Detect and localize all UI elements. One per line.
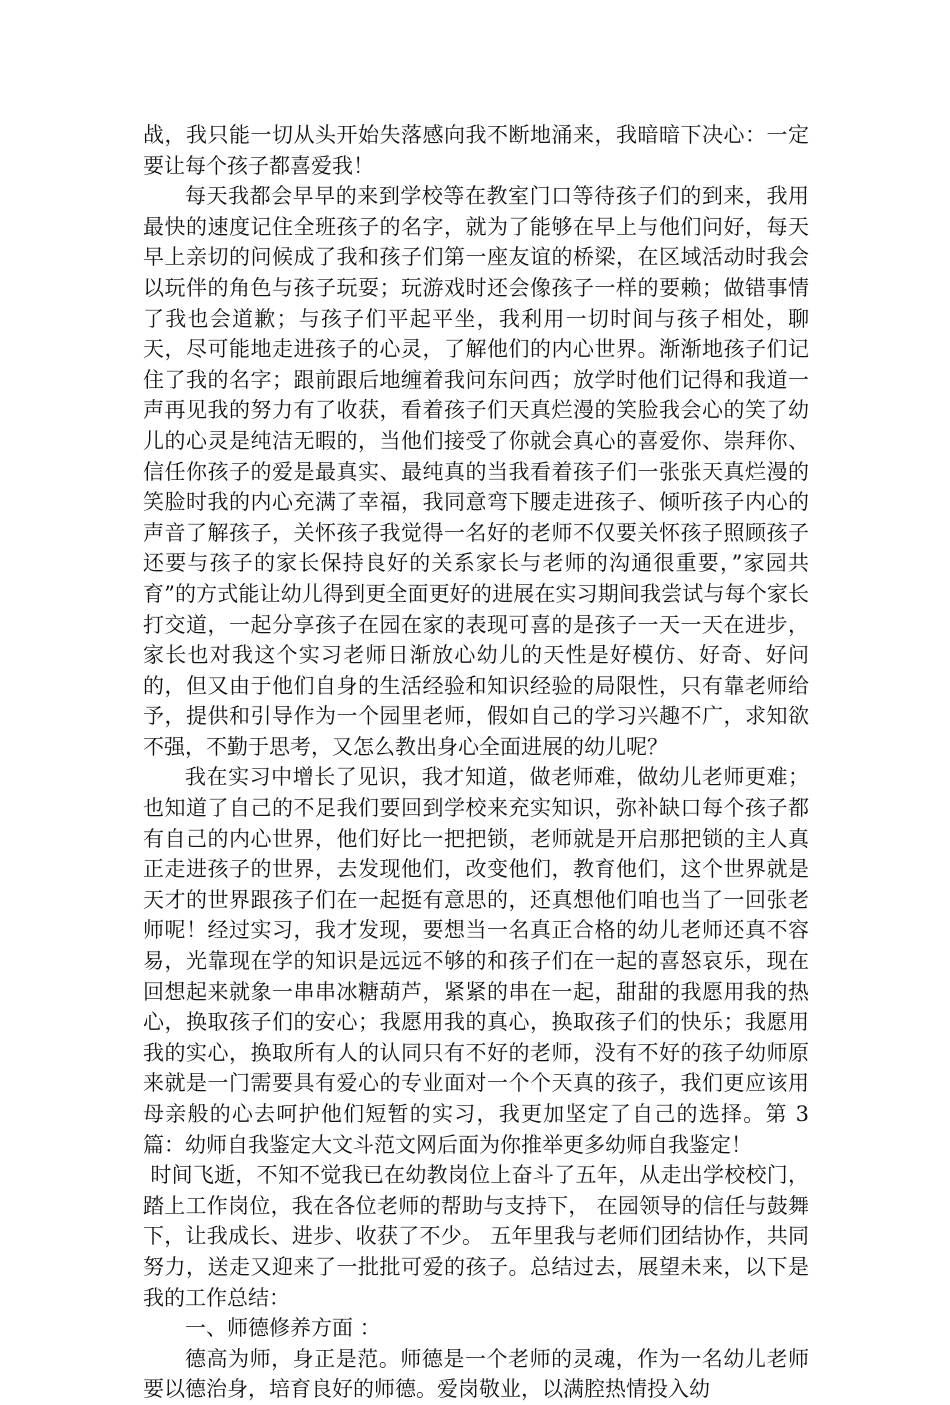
paragraph-ethics: 德高为师，身正是范。师德是一个老师的灵魂，作为一名幼儿老师要以德治身，培育良好的师德。爱岗敬业，以满腔热情投入幼 [143, 1346, 809, 1402]
paragraph-five-years-summary: 时间飞逝，不知不觉我已在幼教岗位上奋斗了五年，从走出学校校门，踏上工作岗位，我在各位老师的帮助与支持下， 在园领导的信任与鼓舞下，让我成长、进步、收获了不少。 五年里我与老师们团结协作，共同努力，送走又迎来了一批批可爱的孩子。总结过去，展望未来，以下是我的工作总结： [143, 1163, 809, 1310]
paragraph-continuation: 战，我只能一切从头开始失落感向我不断地涌来，我暗暗下决心：一定要让每个孩子都喜爱我！ [143, 123, 809, 178]
section-heading-ethics: 一、师德修养方面 ： [185, 1316, 381, 1341]
document-body [143, 120, 809, 1405]
paragraph-internship-gains: 我在实习中增长了见识，我才知道，做老师难，做幼儿老师更难；也知道了自己的不足我们要回到学校来充实知识，弥补缺口每个孩子都有自己的内心世界，他们好比一把把锁，老师就是开启那把锁的主人真正走进孩子的世界，去发现他们，改变他们，教育他们，这个世界就是天才的世界跟孩子们在一起挺有意思的，还真想他们咱也当了一回张老师呢！经过实习，我才发现，要想当一名真正合格的幼儿老师还真不容易，光靠现在学的知识是远远不够的和孩子们在一起的喜怒哀乐，现在回想起来就象一串串冰糖葫芦，紧紧的串在一起，甜甜的我愿用我的热心，换取孩子们的安心；我愿用我的真心，换取孩子们的快乐；我愿用我的实心，换取所有人的认同只有不好的老师，没有不好的孩子幼师原来就是一门需要具有爱心的专业面对一个个天真的孩子，我们更应该用母亲般的心去呵护他们短暂的实习，我更加坚定了自己的选择。第 3 篇：幼师自我鉴定大文斗范文网后面为你推举更多幼师自我鉴定！ [143, 765, 809, 1157]
paragraph-daily-routine: 每天我都会早早的来到学校等在教室门口等待孩子们的到来，我用最快的速度记住全班孩子的名字，就为了能够在早上与他们问好，每天早上亲切的问候成了我和孩子们第一座友谊的桥梁，在区域活动时我会以玩伴的角色与孩子玩耍；玩游戏时还会像孩子一样的要赖；做错事情了我也会道歉；与孩子们平起平坐，我利用一切时间与孩子相处，聊天，尽可能地走进孩子的心灵，了解他们的内心世界。渐渐地孩子们记住了我的名字；跟前跟后地缠着我问东问西；放学时他们记得和我道一声再见我的努力有了收获，看着孩子们天真烂漫的笑脸我会心的笑了幼儿的心灵是纯洁无暇的，当他们接受了你就会真心的喜爱你、崇拜你、信任你孩子的爱是最真实、最纯真的当我看着孩子们一张张天真烂漫的笑脸时我的内心充满了幸福，我同意弯下腰走进孩子、倾听孩子内心的声音了解孩子，关怀孩子我觉得一名好的老师不仅要关怀孩子照顾孩子还要与孩子的家长保持良好的关系家长与老师的沟通很重要，”家园共育”的方式能让幼儿得到更全面更好的进展在实习期间我尝试与每个家长打交道，一起分享孩子在园在家的表现可喜的是孩子一天一天在进步，家长也对我这个实习老师日渐放心幼儿的天性是好模仿、好奇、好问的，但又由于他们自身的生活经验和知识经验的局限性，只有靠老师给予，提供和引导作为一个园里老师，假如自己的学习兴趣不广，求知欲不强，不勤于思考，又怎么教出身心全面进展的幼儿呢？ [143, 184, 809, 759]
